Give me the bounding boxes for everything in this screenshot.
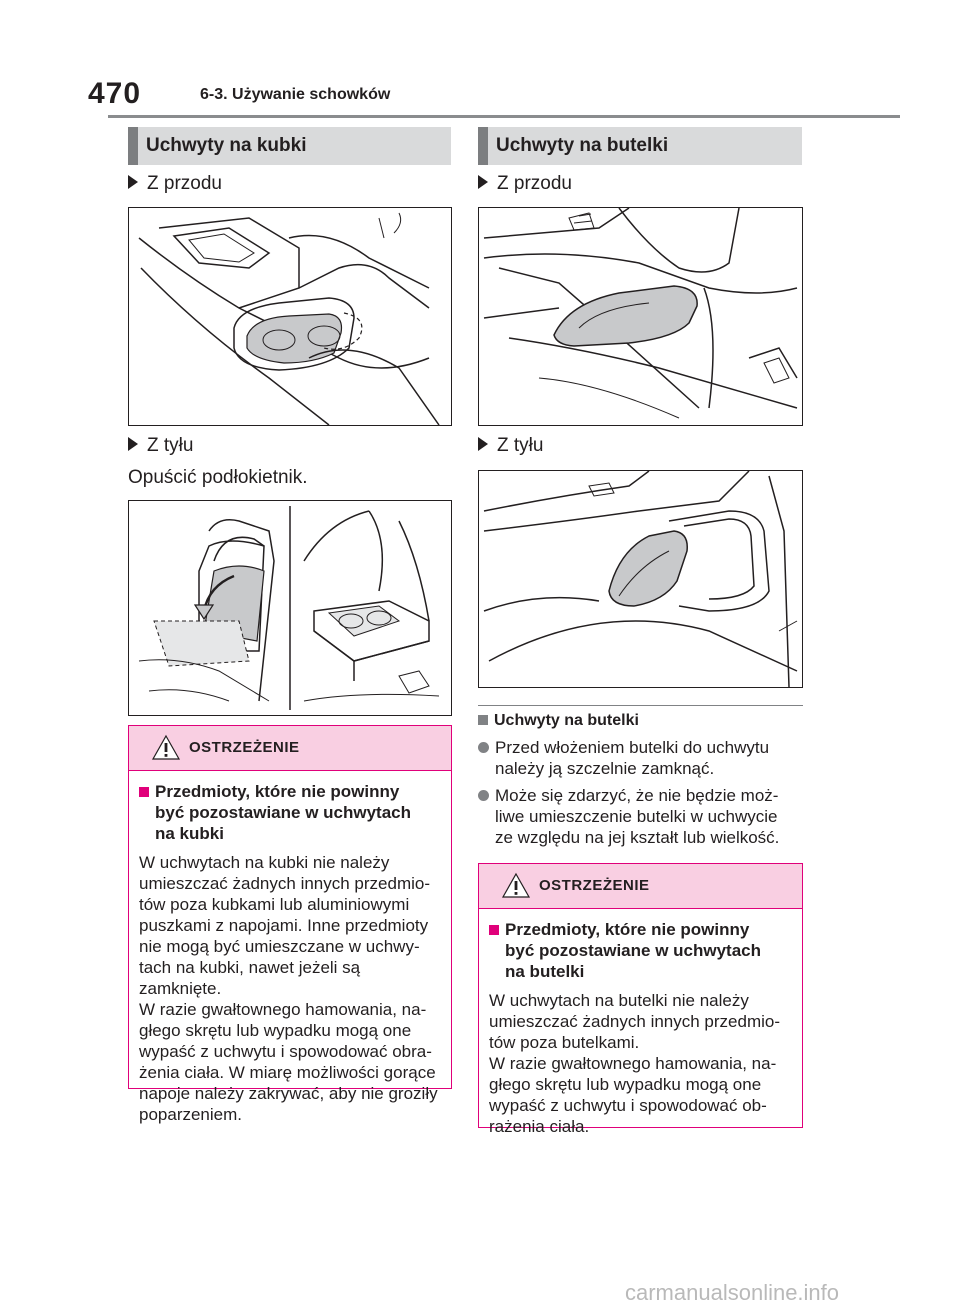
- page-number: 470: [88, 77, 142, 110]
- cup-holder-rear-illustration: [128, 500, 452, 716]
- cup-holder-warning-box: [128, 725, 452, 1124]
- warning-subheading: Przedmioty, które nie powinny być pozostawiane w uchwytach na kubki: [139, 781, 441, 844]
- bottle-holder-warning-box: [478, 863, 803, 1136]
- warning-header: [479, 864, 802, 909]
- triangle-bullet-icon: [478, 175, 488, 189]
- bottle-holder-rear-illustration: [478, 470, 803, 688]
- gray-dot-bullet-icon: [478, 790, 489, 801]
- pink-square-icon: [139, 787, 149, 797]
- gray-dot-bullet-icon: [478, 742, 489, 753]
- warning-body: W uchwytach na butelki nie należy umieszczać żadnych innych przedmio- tów poza butelkami. W razie gwałtownego hamowania, na- głego skrętu lub wypadku mogą one wypaść z uchwytu i spowodować ob- rażenia ciała.: [489, 991, 781, 1136]
- list-item: Przed włożeniem butelki do uchwytu należy ją szczelnie zamknąć.: [478, 737, 808, 779]
- bottle-info-heading: Uchwyty na butelki: [478, 712, 639, 730]
- bottle-holder-front-illustration: [478, 207, 803, 426]
- warning-icon: [151, 734, 181, 761]
- header-divider: [108, 115, 900, 118]
- warning-body: W uchwytach na kubki nie należy umieszczać żadnych innych przedmio- tów poza kubkami lub aluminiowymi puszkami z napojami. Inne przedmioty nie mogą być umieszczane w uchwy- tach na kubki, nawet jeżeli są zamknięte. W razie gwałtownego hamowania, na- głego skrętu lub wypadku mogą one wypaść z uchwytu i spowodować obra- żenia ciała. W miarę możliwości gorące napoje należy zakrywać, aby nie groziły poparzeniem.: [139, 853, 438, 1124]
- pink-square-icon: [489, 925, 499, 935]
- warning-icon: [501, 872, 531, 899]
- section-title: 6-3. Używanie schowków: [200, 86, 391, 103]
- warning-subheading: Przedmioty, które nie powinny być pozostawiane w uchwytach na butelki: [489, 919, 792, 982]
- list-item: Może się zdarzyć, że nie będzie moż- liwe umieszczenie butelki w uchwycie ze względu na jej kształt lub wielkość.: [478, 785, 808, 848]
- cup-front-label: Z przodu: [128, 173, 222, 195]
- gray-square-icon: [478, 715, 488, 725]
- warning-title: OSTRZEŻENIE: [539, 877, 650, 894]
- warning-title: OSTRZEŻENIE: [189, 739, 300, 756]
- bottle-front-label: Z przodu: [478, 173, 572, 195]
- bottle-info-bullets: [478, 737, 808, 848]
- bottle-rear-label: Z tyłu: [478, 435, 543, 457]
- triangle-bullet-icon: [128, 175, 138, 189]
- lower-armrest-instruction: Opuścić podłokietnik.: [128, 467, 308, 488]
- section-divider: [478, 705, 803, 706]
- watermark: carmanualsonline.info: [625, 1280, 840, 1305]
- cup-holders-heading: Uchwyty na kubki: [128, 127, 451, 165]
- cup-rear-label: Z tyłu: [128, 435, 193, 457]
- triangle-bullet-icon: [128, 437, 138, 451]
- cup-holder-front-illustration: [128, 207, 452, 426]
- warning-header: [129, 726, 451, 771]
- triangle-bullet-icon: [478, 437, 488, 451]
- bottle-holders-heading: Uchwyty na butelki: [478, 127, 802, 165]
